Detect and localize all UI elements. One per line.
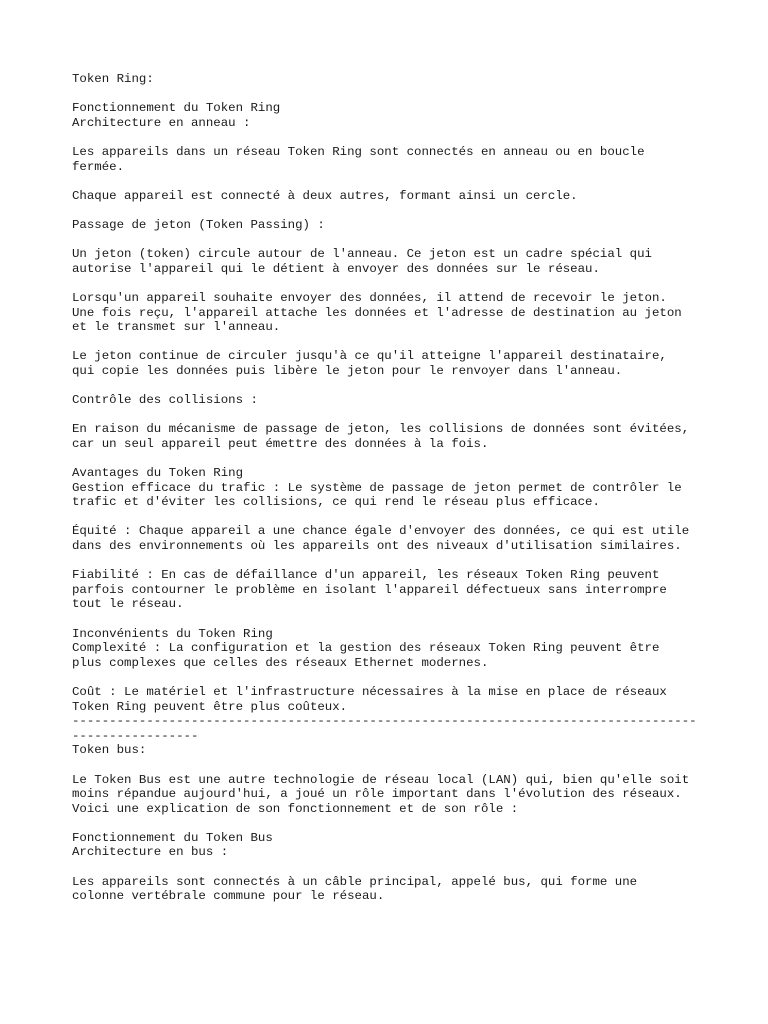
text-line: Token Ring: <box>72 72 154 86</box>
text-line: Une fois reçu, l'appareil attache les données et l'adresse de destination au jeton <box>72 305 682 320</box>
text-line: Les appareils sont connectés à un câble principal, appelé bus, qui forme une <box>72 874 638 889</box>
paragraph-token-ring-heading <box>72 101 722 130</box>
text-line: Chaque appareil est connecté à deux autres, formant ainsi un cercle. <box>72 188 578 203</box>
text-line: Les appareils dans un réseau Token Ring sont connectés en anneau ou en boucle <box>72 144 645 159</box>
text-line: trafic et d'éviter les collisions, ce qui rend le réseau plus efficace. <box>72 495 600 510</box>
text-line: Token bus: <box>72 743 147 758</box>
text-line: Fonctionnement du Token Ring <box>72 101 281 116</box>
paragraph-p6 <box>72 349 722 378</box>
paragraph-p12 <box>72 627 722 671</box>
paragraph-p13 <box>72 685 722 758</box>
paragraph-token-ring-title <box>72 72 722 87</box>
document-page <box>72 72 722 918</box>
text-line: parfois contourner le problème en isolant l'appareil défectueux sans interrompre <box>72 582 667 597</box>
paragraph-p8 <box>72 422 722 451</box>
text-line: Coût : Le matériel et l'infrastructure nécessaires à la mise en place de réseaux <box>72 684 667 699</box>
paragraph-p9 <box>72 466 722 510</box>
text-line: Le Token Bus est une autre technologie de réseau local (LAN) qui, bien qu'elle soit <box>72 772 690 787</box>
text-line: ------------------------------------------------------------------------------------ <box>72 714 697 729</box>
text-line: Fiabilité : En cas de défaillance d'un appareil, les réseaux Token Ring peuvent <box>72 568 660 583</box>
text-line: Inconvénients du Token Ring <box>72 626 273 641</box>
text-line: Le jeton continue de circuler jusqu'à ce qu'il atteigne l'appareil destinataire, <box>72 349 667 364</box>
text-line: Équité : Chaque appareil a une chance égale d'envoyer des données, ce qui est utile <box>72 524 690 539</box>
text-line: tout le réseau. <box>72 597 184 612</box>
text-line: ----------------- <box>72 728 199 743</box>
text-line: car un seul appareil peut émettre des données à la fois. <box>72 436 489 451</box>
text-line: dans des environnements où les appareils ont des niveaux d'utilisation similaires. <box>72 539 682 553</box>
text-line: Contrôle des collisions : <box>72 393 258 408</box>
text-line: Fonctionnement du Token Bus <box>72 830 273 845</box>
text-line: qui copie les données puis libère le jeton pour le renvoyer dans l'anneau. <box>72 363 623 378</box>
text-line: Un jeton (token) circule autour de l'anneau. Ce jeton est un cadre spécial qui <box>72 247 652 262</box>
text-line: Token Ring peuvent être plus coûteux. <box>72 699 348 714</box>
paragraph-p5 <box>72 291 722 335</box>
text-line: autorise l'appareil qui le détient à envoyer des données sur le réseau. <box>72 261 600 276</box>
text-line: Gestion efficace du trafic : Le système de passage de jeton permet de contrôler le <box>72 480 682 495</box>
text-line: plus complexes que celles des réseaux Ethernet modernes. <box>72 655 489 670</box>
paragraph-p10 <box>72 524 722 553</box>
paragraph-p7 <box>72 393 722 408</box>
paragraph-p17 <box>72 875 722 904</box>
text-line: Architecture en bus : <box>72 845 229 860</box>
text-line: colonne vertébrale commune pour le réseau. <box>72 889 385 904</box>
text-line: Architecture en anneau : <box>72 115 251 130</box>
text-line: Complexité : La configuration et la gestion des réseaux Token Ring peuvent être <box>72 641 660 656</box>
document-body <box>72 72 722 904</box>
paragraph-p4 <box>72 247 722 276</box>
text-line: Voici une explication de son fonctionnement et de son rôle : <box>72 801 519 816</box>
paragraph-p11 <box>72 568 722 612</box>
text-line: Lorsqu'un appareil souhaite envoyer des données, il attend de recevoir le jeton. <box>72 290 667 305</box>
text-line: et le transmet sur l'anneau. <box>72 320 281 335</box>
text-line: moins répandue aujourd'hui, a joué un rôle important dans l'évolution des réseaux. <box>72 787 682 802</box>
text-line: fermée. <box>72 159 125 174</box>
paragraph-p2 <box>72 189 722 204</box>
paragraph-p15 <box>72 773 722 817</box>
text-line: En raison du mécanisme de passage de jeton, les collisions de données sont évitées, <box>72 422 690 437</box>
text-line: Avantages du Token Ring <box>72 466 244 481</box>
paragraph-p16 <box>72 831 722 860</box>
paragraph-p1 <box>72 145 722 174</box>
text-line: Passage de jeton (Token Passing) : <box>72 217 325 232</box>
paragraph-p3 <box>72 218 722 233</box>
